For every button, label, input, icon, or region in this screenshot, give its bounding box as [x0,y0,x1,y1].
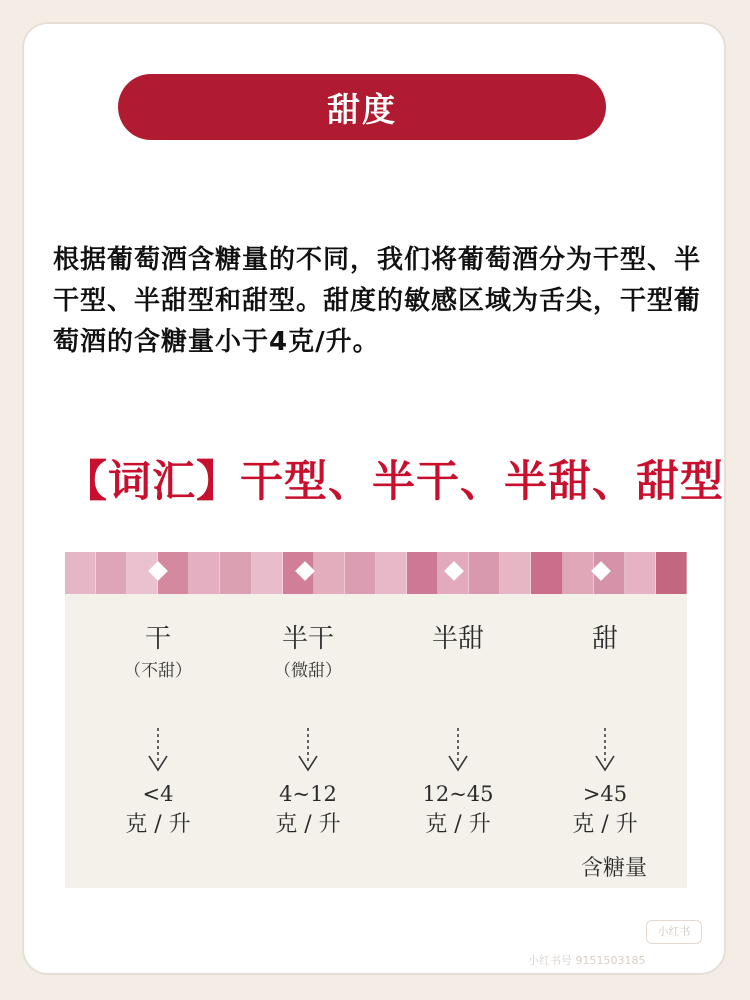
sugar-unit: 克 / 升 [275,812,341,837]
sweetness-sublabel: （不甜） [124,661,192,681]
sweetness-label: 干 [144,624,171,654]
color-strip-cell [656,552,687,594]
sweetness-label: 半干 [281,624,334,654]
sweetness-column-medium-sweet [393,622,523,842]
color-strip-cell [345,552,376,594]
sweetness-sublabel: （微甜） [274,661,342,681]
down-arrow-icon [296,726,320,774]
sweetness-column-off-dry [243,622,373,842]
page-title: 甜度 [327,89,397,129]
sweetness-label: 甜 [591,624,618,654]
color-strip-cell [96,552,127,594]
color-strip-cell [252,552,283,594]
title-banner [118,74,606,140]
sugar-range: 12~45 [422,782,494,806]
sugar-unit: 克 / 升 [572,812,638,837]
color-strip-cell [220,552,251,594]
sweetness-label: 半甜 [431,624,484,654]
sugar-range: >45 [582,782,628,806]
sweetness-chart-photo [65,552,687,888]
down-arrow-icon [593,726,617,774]
down-arrow-icon [446,726,470,774]
color-strip-cell [563,552,594,594]
vocabulary-heading: 【词汇】干型、半干、半甜、甜型 [64,457,724,507]
sweetness-sublabel [540,656,670,686]
description-paragraph: 根据葡萄酒含糖量的不同，我们将葡萄酒分为干型、半干型、半甜型和甜型。甜度的敏感区域为舌尖，干型葡萄酒的含糖量小于4克/升。 [53,245,702,357]
sweetness-sublabel [393,656,523,686]
watermark-id: 小红书号 9151503185 [528,954,646,967]
color-strip-cell [469,552,500,594]
color-strip-cell [65,552,96,594]
color-strip-cell [376,552,407,594]
sugar-range: 4~12 [279,782,337,806]
sweetness-column-dry [93,622,223,842]
color-strip-cell [407,552,438,594]
sugar-unit: 克 / 升 [125,812,191,837]
down-arrow-icon [146,726,170,774]
color-strip-cell [625,552,656,594]
watermark-logo: 小红书 [646,920,702,944]
sugar-unit: 克 / 升 [425,812,491,837]
color-strip-cell [500,552,531,594]
color-strip-cell [189,552,220,594]
color-strip-cell [531,552,562,594]
sugar-content-caption: 含糖量 [580,856,647,881]
color-strip-cell [314,552,345,594]
sugar-range: <4 [142,782,174,806]
sweetness-column-sweet [540,622,670,842]
